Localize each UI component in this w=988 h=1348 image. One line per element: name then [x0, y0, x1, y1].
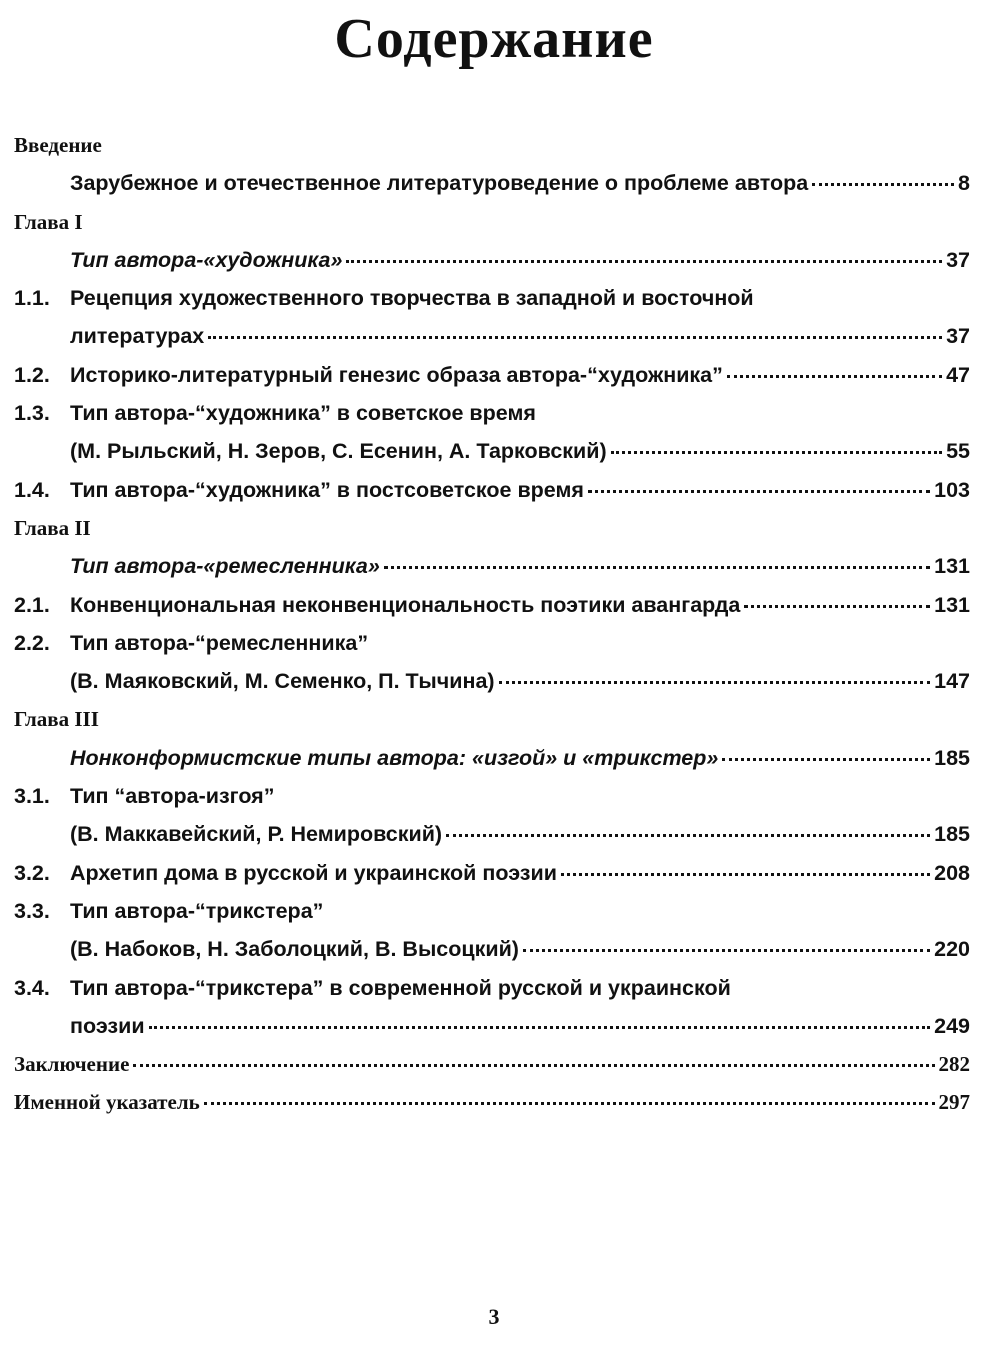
toc-heading-label: Глава III	[14, 707, 99, 732]
toc-entry-title: Тип автора-«художника»	[70, 247, 343, 272]
leader-dots	[384, 546, 930, 569]
toc-entry-number: 3.4.	[14, 975, 50, 1000]
toc-entry-title: литературах	[70, 324, 205, 349]
toc-heading-label: Глава II	[14, 515, 91, 540]
leader-dots	[588, 470, 930, 493]
toc-entry[interactable]	[14, 1007, 970, 1045]
toc-entry[interactable]	[14, 586, 970, 624]
toc-entry-title: Тип автора-«ремесленника»	[70, 554, 380, 579]
leader-dots	[446, 814, 930, 837]
toc-heading-label: Введение	[14, 133, 102, 157]
leader-dots	[722, 738, 930, 761]
toc-entry-number: 3.3.	[14, 898, 50, 923]
toc-entry-title: Именной указатель	[14, 1090, 200, 1115]
page-title: Содержание	[334, 8, 654, 70]
toc-entry-number: 1.2.	[14, 362, 50, 387]
toc-entry-title: (М. Рыльский, Н. Зеров, С. Есенин, А. Тарковский)	[70, 439, 607, 464]
toc-entry[interactable]	[14, 1045, 970, 1083]
toc-entry-title: Тип “автора-изгоя”	[70, 784, 275, 809]
toc-entry-page: 131	[934, 554, 970, 579]
toc-entry-number: 3.2.	[14, 860, 50, 885]
toc-entry-page: 55	[946, 439, 970, 464]
toc-entry-page: 103	[934, 477, 970, 502]
leader-dots	[133, 1044, 934, 1067]
toc-entry[interactable]	[14, 854, 970, 892]
toc-entry-title: Конвенциональная неконвенциональность поэтики авангарда	[70, 592, 741, 617]
leader-dots	[208, 316, 942, 339]
toc-entry-page: 37	[946, 247, 970, 272]
toc-entry[interactable]	[14, 624, 970, 662]
toc-entry-title: (В. Набоков, Н. Заболоцкий, В. Высоцкий)	[70, 937, 519, 962]
toc-entry-page: 249	[934, 1013, 970, 1038]
toc-entry[interactable]	[14, 815, 970, 853]
toc-entry-title: Архетип дома в русской и украинской поэзии	[70, 860, 557, 885]
toc-entry-page: 208	[934, 860, 970, 885]
toc-entry[interactable]	[14, 930, 970, 968]
toc-entry-title: Историко-литературный генезис образа автора-“художника”	[70, 362, 723, 387]
toc-entry-title: (В. Маяковский, М. Семенко, П. Тычина)	[70, 669, 495, 694]
toc-entry[interactable]	[14, 164, 970, 202]
toc-entry-title: Тип автора-“художника” в советское время	[70, 401, 536, 426]
toc-entry[interactable]	[14, 739, 970, 777]
toc-heading[interactable]	[14, 203, 970, 241]
toc-entry[interactable]	[14, 241, 970, 279]
toc-heading[interactable]	[14, 700, 970, 738]
toc-entry-page: 282	[938, 1052, 970, 1077]
toc-entry[interactable]	[14, 777, 970, 815]
toc-entry-title: Тип автора-“трикстера”	[70, 898, 324, 923]
toc-heading-label: Глава I	[14, 209, 83, 234]
toc-entry-page: 220	[934, 937, 970, 962]
toc-entry-page: 37	[946, 324, 970, 349]
leader-dots	[812, 163, 954, 186]
toc-entry[interactable]	[14, 279, 970, 317]
toc-entry[interactable]	[14, 394, 970, 432]
toc-entry-title: Заключение	[14, 1052, 130, 1077]
leader-dots	[499, 661, 931, 684]
table-of-contents	[14, 126, 970, 1122]
toc-entry[interactable]	[14, 892, 970, 930]
toc-entry-number: 2.2.	[14, 630, 50, 655]
toc-entry[interactable]	[14, 471, 970, 509]
toc-entry-number: 1.3.	[14, 401, 50, 426]
leader-dots	[561, 853, 930, 876]
toc-entry-page: 47	[946, 362, 970, 387]
toc-entry[interactable]	[14, 547, 970, 585]
leader-dots	[744, 585, 930, 608]
leader-dots	[727, 355, 942, 378]
toc-entry[interactable]	[14, 1083, 970, 1121]
toc-entry[interactable]	[14, 356, 970, 394]
leader-dots	[149, 1006, 931, 1029]
toc-entry-title: (В. Маккавейский, Р. Немировский)	[70, 822, 443, 847]
toc-entry-page: 131	[934, 592, 970, 617]
toc-entry-title: Рецепция художественного творчества в западной и восточной	[70, 286, 754, 311]
toc-entry-page: 185	[934, 822, 970, 847]
toc-entry-page: 147	[934, 669, 970, 694]
toc-entry-number: 3.1.	[14, 784, 50, 809]
page-number: 3	[488, 1304, 500, 1329]
toc-entry-page: 8	[958, 171, 970, 196]
toc-entry-title: Тип автора-“художника” в постсоветское время	[70, 477, 584, 502]
toc-entry-title: Зарубежное и отечественное литературоведение о проблеме автора	[70, 171, 809, 196]
toc-entry[interactable]	[14, 662, 970, 700]
leader-dots	[611, 431, 942, 454]
leader-dots	[523, 929, 930, 952]
toc-heading[interactable]	[14, 509, 970, 547]
toc-heading[interactable]	[14, 126, 970, 164]
toc-entry-title: Нонконформистские типы автора: «изгой» и «трикстер»	[70, 745, 719, 770]
leader-dots	[346, 240, 942, 263]
toc-entry-page: 185	[934, 745, 970, 770]
leader-dots	[204, 1082, 935, 1105]
toc-entry-title: Тип автора-“трикстера” в современной русской и украинской	[70, 975, 731, 1000]
toc-entry-title: Тип автора-“ремесленника”	[70, 630, 369, 655]
toc-entry-number: 2.1.	[14, 592, 50, 617]
toc-entry[interactable]	[14, 317, 970, 355]
toc-entry-number: 1.1.	[14, 286, 50, 311]
toc-entry[interactable]	[14, 432, 970, 470]
toc-entry-title: поэзии	[70, 1013, 145, 1038]
toc-entry[interactable]	[14, 969, 970, 1007]
toc-entry-number: 1.4.	[14, 477, 50, 502]
toc-entry-page: 297	[938, 1090, 970, 1115]
